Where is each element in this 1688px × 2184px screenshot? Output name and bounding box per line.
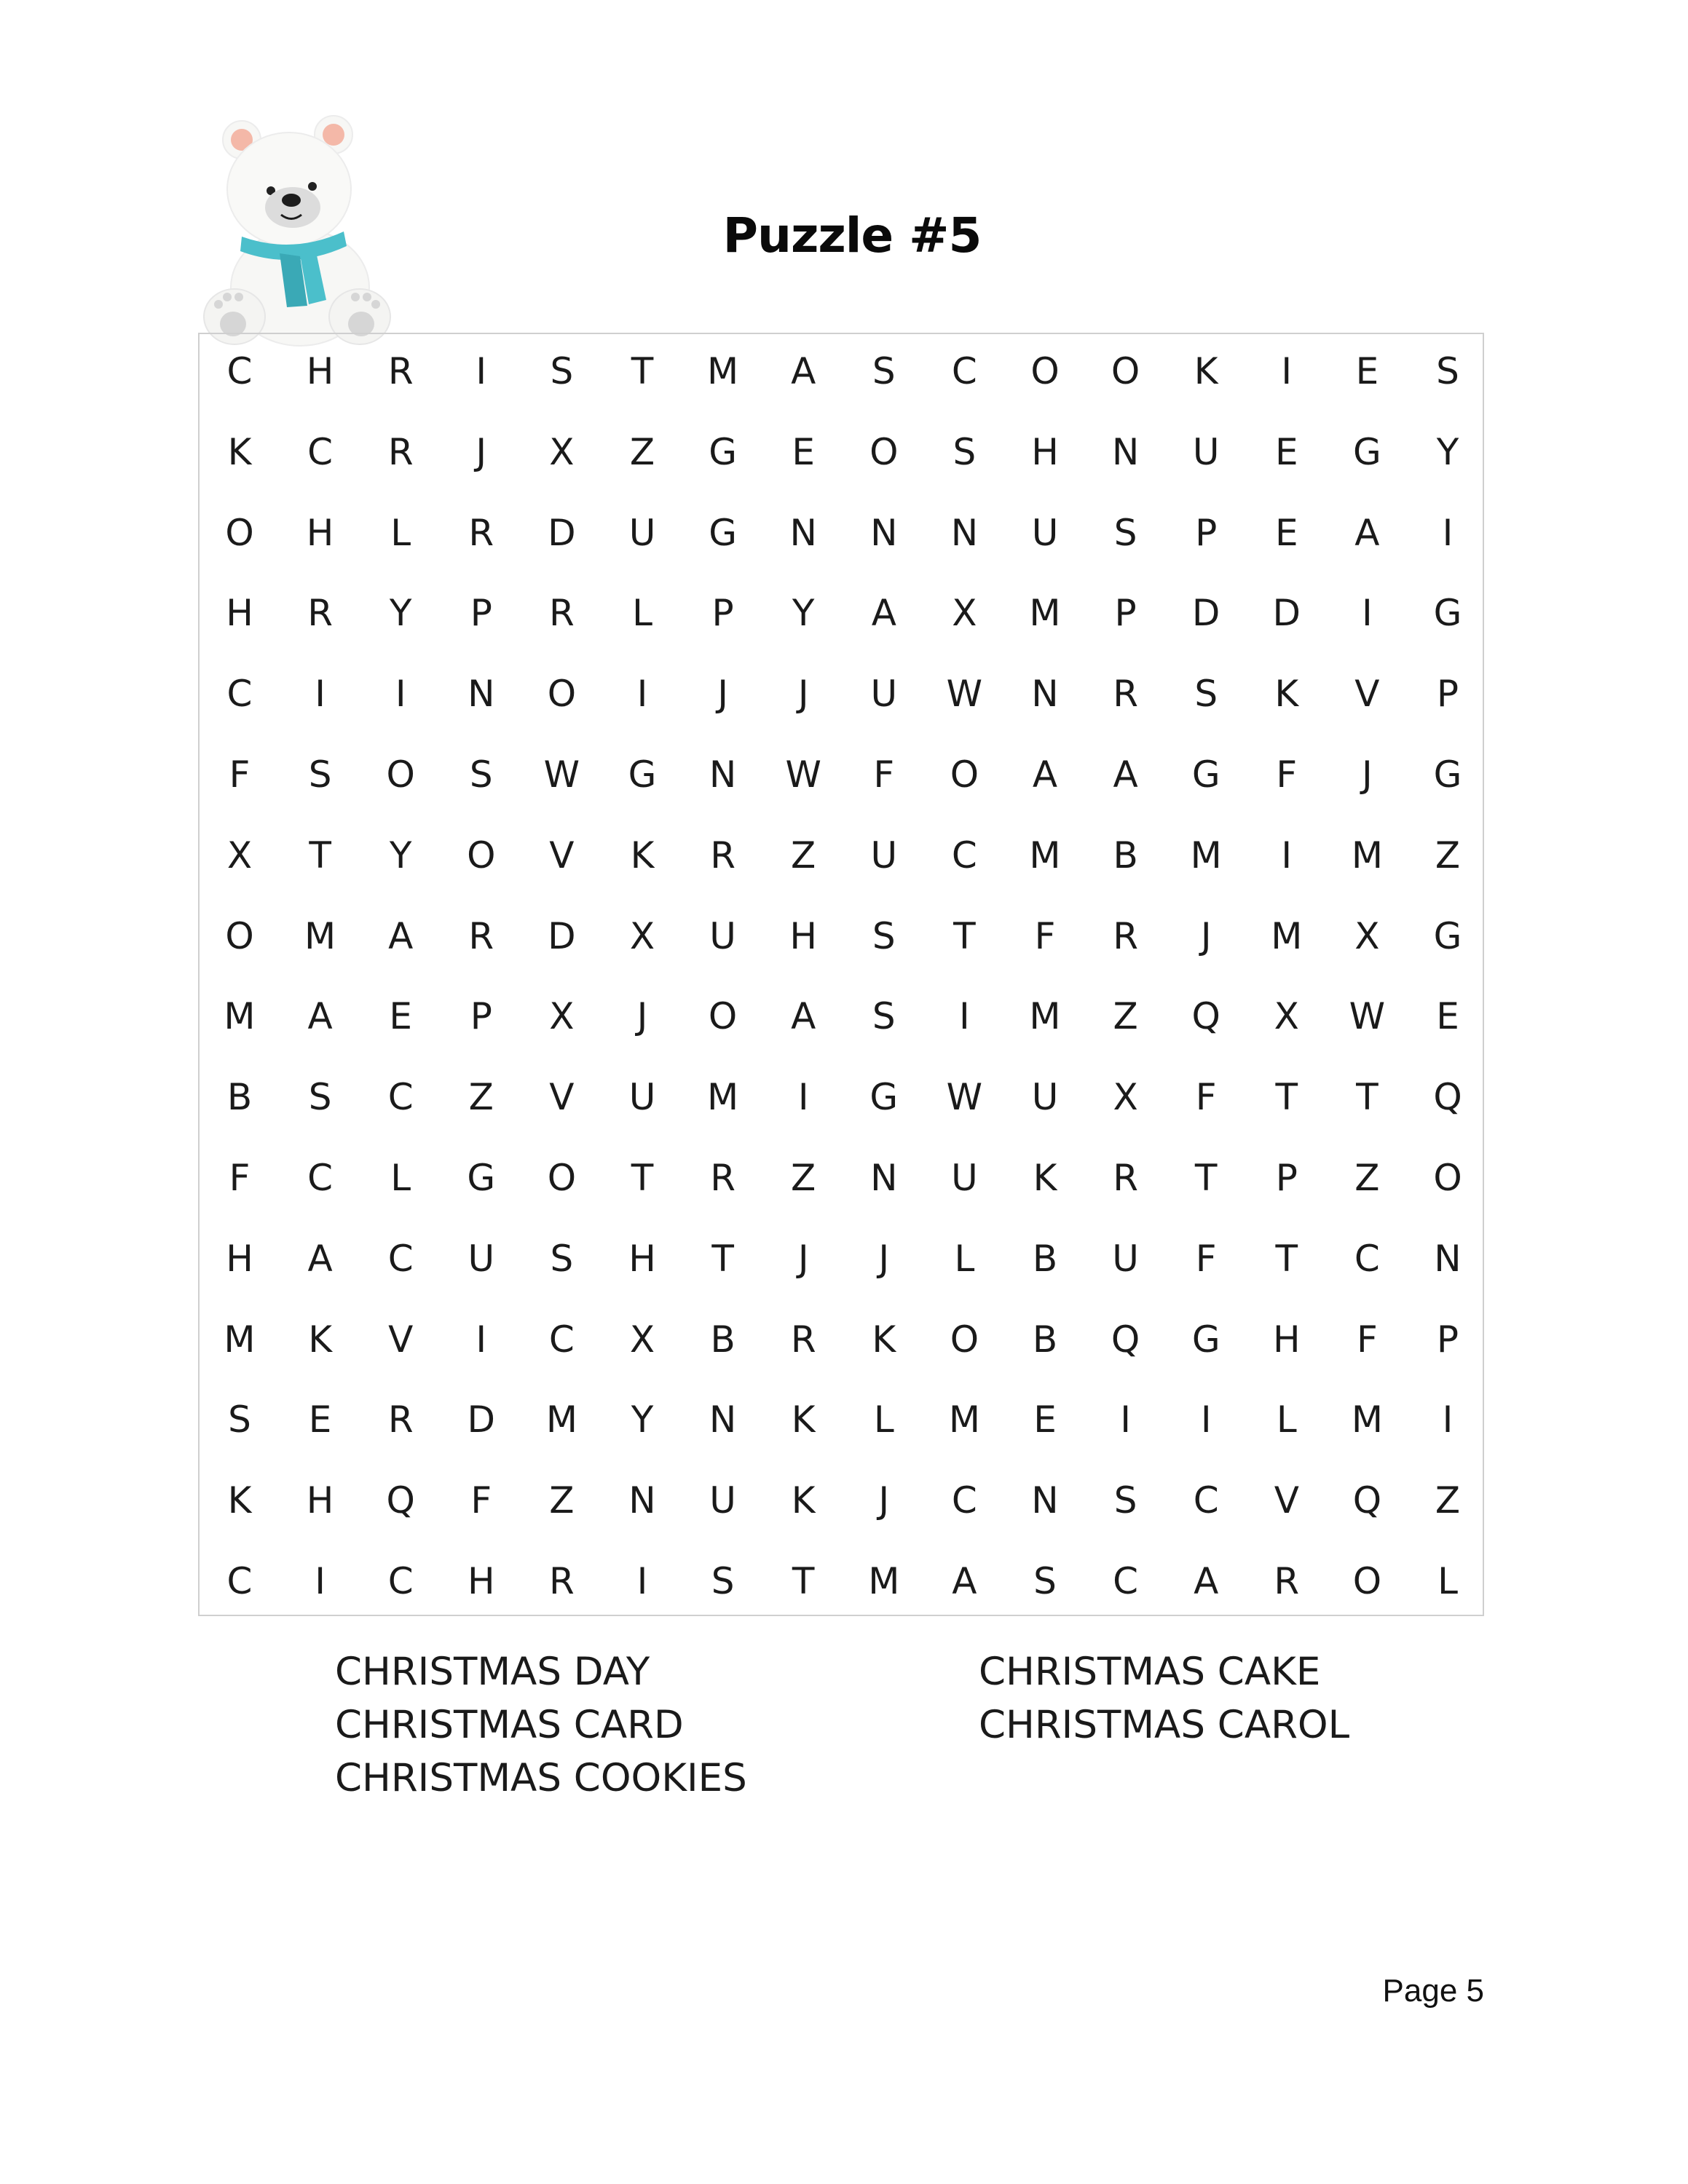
grid-cell: U	[468, 1237, 495, 1280]
grid-cell: P	[1114, 592, 1137, 635]
grid-cell: E	[1033, 1398, 1057, 1441]
grid-cell: L	[1437, 1560, 1458, 1602]
grid-cell: F	[229, 1157, 251, 1199]
grid-cell: Y	[389, 834, 412, 877]
grid-cell: I	[476, 1318, 487, 1361]
grid-cell: D	[548, 511, 576, 554]
grid-cell: M	[1190, 834, 1222, 877]
grid-cell: F	[1195, 1237, 1217, 1280]
grid-cell: U	[870, 834, 898, 877]
grid-cell: R	[387, 350, 414, 392]
grid-cell: H	[789, 914, 817, 957]
grid-cell: P	[470, 592, 492, 635]
grid-cell: B	[1032, 1237, 1058, 1280]
grid-cell: R	[790, 1318, 816, 1361]
grid-cell: N	[1031, 673, 1059, 716]
grid-cell: K	[1033, 1157, 1057, 1199]
grid-cell: G	[869, 1076, 899, 1119]
grid-cell: X	[1113, 1076, 1138, 1119]
grid-cell: Z	[549, 1479, 575, 1522]
grid-cell: K	[630, 834, 655, 877]
grid-cell: U	[709, 914, 736, 957]
grid-cell: C	[1354, 1237, 1380, 1280]
grid-cell: S	[308, 753, 332, 796]
grid-cell: A	[791, 995, 816, 1038]
grid-cell: X	[629, 914, 655, 957]
grid-cell: I	[1442, 1398, 1454, 1441]
grid-cell: G	[1353, 430, 1381, 473]
grid-cell: H	[306, 511, 334, 554]
grid-cell: R	[1113, 914, 1138, 957]
grid-cell: Y	[389, 592, 412, 635]
grid-cell: J	[797, 1237, 809, 1280]
grid-cell: U	[1192, 430, 1220, 473]
grid-cell: U	[709, 1479, 736, 1522]
grid-cell: S	[872, 995, 896, 1038]
grid-cell: F	[229, 753, 251, 796]
grid-cell: G	[1433, 592, 1462, 635]
grid-cell: E	[1275, 430, 1298, 473]
grid-cell: C	[951, 350, 977, 392]
grid-cell: A	[952, 1560, 977, 1602]
grid-cell: F	[470, 1479, 492, 1522]
grid-cell: C	[387, 1237, 414, 1280]
grid-cell: O	[950, 753, 979, 796]
grid-cell: K	[1274, 673, 1299, 716]
grid-cell: F	[1034, 914, 1056, 957]
grid-cell: C	[1193, 1479, 1219, 1522]
grid-cell: R	[1113, 1157, 1138, 1199]
grid-cell: G	[467, 1157, 496, 1199]
grid-cell: S	[308, 1076, 332, 1119]
grid-cell: W	[1349, 995, 1386, 1038]
grid-cell: R	[468, 914, 494, 957]
grid-cell: O	[950, 1318, 979, 1361]
grid-cell: Z	[629, 430, 655, 473]
grid-cell: O	[225, 914, 254, 957]
grid-cell: J	[797, 673, 809, 716]
grid-cell: E	[1436, 995, 1459, 1038]
grid-cell: Y	[631, 1398, 654, 1441]
grid-cell: H	[467, 1560, 495, 1602]
grid-cell: I	[797, 1076, 809, 1119]
grid-cell: W	[543, 753, 580, 796]
grid-cell: M	[707, 350, 739, 392]
grid-cell: U	[870, 673, 898, 716]
grid-cell: W	[785, 753, 821, 796]
grid-cell: U	[628, 511, 656, 554]
grid-cell: M	[948, 1398, 980, 1441]
grid-cell: F	[873, 753, 895, 796]
grid-cell: Z	[791, 834, 816, 877]
grid-cell: Q	[1433, 1076, 1462, 1119]
grid-cell: J	[1362, 753, 1373, 796]
grid-cell: I	[1442, 511, 1454, 554]
grid-cell: K	[227, 1479, 252, 1522]
grid-cell: S	[550, 1237, 574, 1280]
grid-cell: R	[710, 834, 735, 877]
grid-cell: Z	[791, 1157, 816, 1199]
grid-cell: A	[791, 350, 816, 392]
grid-cell: T	[1275, 1076, 1298, 1119]
grid-cell: E	[389, 995, 412, 1038]
grid-cell: L	[632, 592, 652, 635]
grid-cell: G	[709, 511, 737, 554]
grid-cell: G	[628, 753, 657, 796]
grid-cell: T	[309, 834, 331, 877]
grid-cell: N	[789, 511, 817, 554]
grid-cell: K	[791, 1398, 816, 1441]
grid-cell: V	[1354, 673, 1380, 716]
grid-cell: C	[951, 834, 977, 877]
grid-cell: N	[1111, 430, 1140, 473]
word-list-column-2	[979, 1645, 1349, 1752]
grid-cell: M	[1351, 834, 1383, 877]
grid-cell: R	[549, 592, 575, 635]
grid-cell: M	[707, 1076, 739, 1119]
grid-cell: N	[1434, 1237, 1462, 1280]
grid-cell: A	[1194, 1560, 1219, 1602]
grid-cell: M	[304, 914, 336, 957]
grid-cell: E	[1355, 350, 1379, 392]
grid-cell: S	[550, 350, 574, 392]
grid-cell: E	[308, 1398, 332, 1441]
grid-cell: O	[547, 1157, 577, 1199]
grid-cell: I	[315, 673, 326, 716]
letter-grid	[198, 333, 1484, 1616]
grid-cell: W	[946, 673, 983, 716]
grid-cell: D	[1272, 592, 1301, 635]
grid-cell: E	[1275, 511, 1298, 554]
grid-cell: D	[548, 914, 576, 957]
grid-cell: M	[224, 995, 256, 1038]
grid-cell: A	[1113, 753, 1138, 796]
grid-cell: N	[709, 753, 737, 796]
grid-cell: C	[226, 673, 253, 716]
grid-cell: T	[631, 1157, 654, 1199]
grid-cell: R	[710, 1157, 735, 1199]
grid-cell: D	[1191, 592, 1220, 635]
grid-cell: H	[226, 1237, 253, 1280]
grid-cell: L	[390, 1157, 411, 1199]
grid-cell: N	[1031, 1479, 1059, 1522]
grid-cell: O	[1433, 1157, 1462, 1199]
grid-cell: R	[1113, 673, 1138, 716]
grid-cell: N	[870, 1157, 898, 1199]
grid-cell: X	[1274, 995, 1299, 1038]
grid-cell: H	[226, 592, 253, 635]
grid-cell: G	[1191, 753, 1220, 796]
grid-cell: U	[1112, 1237, 1139, 1280]
word-list-item: CHRISTMAS CAROL	[979, 1703, 1350, 1747]
grid-cell: L	[390, 511, 411, 554]
grid-cell: G	[709, 430, 737, 473]
grid-cell: O	[467, 834, 496, 877]
grid-cell: X	[1354, 914, 1380, 957]
grid-cell: N	[709, 1398, 737, 1441]
grid-cell: I	[1281, 350, 1293, 392]
grid-cell: X	[549, 995, 575, 1038]
grid-cell: F	[1276, 753, 1298, 796]
grid-cell: U	[951, 1157, 978, 1199]
grid-cell: T	[792, 1560, 815, 1602]
grid-cell: Z	[1435, 1479, 1461, 1522]
grid-cell: I	[636, 1560, 648, 1602]
grid-cell: R	[468, 511, 494, 554]
grid-cell: S	[1194, 673, 1218, 716]
grid-cell: T	[1275, 1237, 1298, 1280]
grid-cell: S	[1113, 511, 1137, 554]
grid-cell: D	[467, 1398, 496, 1441]
grid-cell: B	[1032, 1318, 1058, 1361]
grid-cell: P	[1436, 673, 1459, 716]
grid-cell: Q	[386, 1479, 415, 1522]
word-list-item: CHRISTMAS DAY	[335, 1650, 650, 1694]
grid-cell: S	[953, 430, 977, 473]
grid-cell: P	[1436, 1318, 1459, 1361]
grid-cell: X	[629, 1318, 655, 1361]
grid-cell: R	[1274, 1560, 1300, 1602]
grid-cell: C	[951, 1479, 977, 1522]
grid-cell: O	[708, 995, 738, 1038]
grid-cell: K	[308, 1318, 332, 1361]
grid-cell: A	[307, 1237, 333, 1280]
grid-cell: E	[792, 430, 815, 473]
grid-cell: M	[224, 1318, 256, 1361]
grid-cell: J	[636, 995, 648, 1038]
grid-cell: S	[1436, 350, 1459, 392]
grid-cell: Q	[1191, 995, 1220, 1038]
grid-cell: A	[871, 592, 896, 635]
grid-cell: B	[710, 1318, 735, 1361]
grid-cell: Q	[1352, 1479, 1382, 1522]
grid-cell: S	[1033, 1560, 1057, 1602]
grid-cell: N	[628, 1479, 656, 1522]
grid-cell: J	[878, 1237, 890, 1280]
grid-cell: F	[1195, 1076, 1217, 1119]
grid-cell: O	[1352, 1560, 1382, 1602]
grid-cell: J	[476, 430, 487, 473]
page-title: Puzzle #5	[722, 207, 982, 264]
grid-cell: K	[1194, 350, 1218, 392]
grid-cell: S	[872, 914, 896, 957]
grid-cell: T	[711, 1237, 734, 1280]
grid-cell: H	[1031, 430, 1059, 473]
grid-cell: C	[387, 1076, 414, 1119]
grid-cell: F	[1357, 1318, 1378, 1361]
grid-cell: Z	[1113, 995, 1138, 1038]
grid-cell: C	[387, 1560, 414, 1602]
grid-cell: L	[954, 1237, 975, 1280]
grid-cell: Y	[792, 592, 815, 635]
grid-cell: P	[711, 592, 734, 635]
grid-cell: S	[469, 753, 493, 796]
grid-cell: M	[1351, 1398, 1383, 1441]
grid-cell: M	[1271, 914, 1303, 957]
grid-cell: K	[227, 430, 252, 473]
grid-cell: J	[1200, 914, 1212, 957]
grid-cell: H	[306, 1479, 334, 1522]
grid-cell: U	[1031, 511, 1059, 554]
grid-cell: Y	[1436, 430, 1459, 473]
grid-cell: I	[1362, 592, 1373, 635]
grid-cell: I	[1281, 834, 1293, 877]
grid-cell: Z	[1354, 1157, 1380, 1199]
grid-cell: P	[470, 995, 492, 1038]
grid-cell: N	[870, 511, 898, 554]
grid-cell: W	[946, 1076, 983, 1119]
grid-cell: H	[1272, 1318, 1301, 1361]
grid-cell: X	[549, 430, 575, 473]
grid-cell: T	[1356, 1076, 1379, 1119]
grid-cell: R	[307, 592, 333, 635]
word-list-item: CHRISTMAS CAKE	[979, 1650, 1321, 1694]
grid-cell: S	[711, 1560, 735, 1602]
grid-cell: H	[628, 1237, 656, 1280]
grid-cell: O	[225, 511, 254, 554]
grid-cell: S	[1113, 1479, 1137, 1522]
grid-cell: T	[953, 914, 976, 957]
page-number: Page 5	[1382, 1973, 1484, 2009]
grid-cell: M	[1029, 834, 1061, 877]
grid-cell: A	[307, 995, 333, 1038]
grid-cell: J	[878, 1479, 890, 1522]
word-list-item: CHRISTMAS COOKIES	[335, 1756, 747, 1800]
grid-cell: T	[631, 350, 654, 392]
grid-cell: I	[395, 673, 406, 716]
grid-cell: A	[388, 914, 414, 957]
grid-cell: O	[1030, 350, 1060, 392]
grid-cell: N	[468, 673, 495, 716]
grid-cell: X	[226, 834, 253, 877]
grid-cell: K	[872, 1318, 896, 1361]
grid-cell: Z	[1435, 834, 1461, 877]
grid-cell: J	[717, 673, 728, 716]
grid-cell: V	[388, 1318, 414, 1361]
grid-cell: I	[315, 1560, 326, 1602]
grid-cell: I	[959, 995, 970, 1038]
grid-cell: T	[1194, 1157, 1218, 1199]
grid-cell: M	[1029, 592, 1061, 635]
grid-cell: S	[228, 1398, 251, 1441]
polar-bear-icon	[191, 109, 402, 349]
grid-cell: M	[545, 1398, 577, 1441]
grid-cell: V	[549, 834, 575, 877]
grid-cell: C	[1113, 1560, 1139, 1602]
grid-cell: X	[952, 592, 977, 635]
grid-cell: I	[476, 350, 487, 392]
grid-cell: G	[1433, 914, 1462, 957]
grid-cell: U	[1031, 1076, 1059, 1119]
grid-cell: V	[549, 1076, 575, 1119]
grid-cell: Z	[468, 1076, 494, 1119]
grid-cell: C	[226, 1560, 253, 1602]
grid-cell: G	[1191, 1318, 1220, 1361]
grid-cell: A	[1354, 511, 1380, 554]
grid-cell: Q	[1111, 1318, 1140, 1361]
grid-cell: C	[307, 430, 334, 473]
grid-cell: M	[1029, 995, 1061, 1038]
grid-cell: R	[549, 1560, 575, 1602]
grid-cell: L	[873, 1398, 894, 1441]
grid-cell: M	[868, 1560, 900, 1602]
grid-cell: H	[306, 350, 334, 392]
grid-cell: I	[1200, 1398, 1212, 1441]
grid-cell: C	[307, 1157, 334, 1199]
grid-cell: V	[1274, 1479, 1299, 1522]
grid-cell: I	[1120, 1398, 1131, 1441]
grid-cell: C	[548, 1318, 575, 1361]
grid-cell: L	[1276, 1398, 1297, 1441]
grid-cell: P	[1195, 511, 1218, 554]
word-list-column-1	[335, 1645, 747, 1805]
grid-cell: G	[1433, 753, 1462, 796]
grid-cell: O	[547, 673, 577, 716]
grid-cell: B	[1113, 834, 1138, 877]
grid-cell: A	[1032, 753, 1058, 796]
grid-cell: C	[226, 350, 253, 392]
grid-cell: O	[869, 430, 899, 473]
grid-cell: O	[386, 753, 415, 796]
grid-cell: K	[791, 1479, 816, 1522]
word-list-item: CHRISTMAS CARD	[335, 1703, 684, 1747]
grid-cell: P	[1275, 1157, 1298, 1199]
grid-cell: O	[1111, 350, 1140, 392]
grid-cell: N	[950, 511, 979, 554]
grid-cell: I	[636, 673, 648, 716]
grid-cell: R	[387, 430, 414, 473]
grid-cell: S	[872, 350, 896, 392]
grid-cell: R	[387, 1398, 414, 1441]
grid-cell: B	[226, 1076, 253, 1119]
grid-cell: U	[628, 1076, 656, 1119]
